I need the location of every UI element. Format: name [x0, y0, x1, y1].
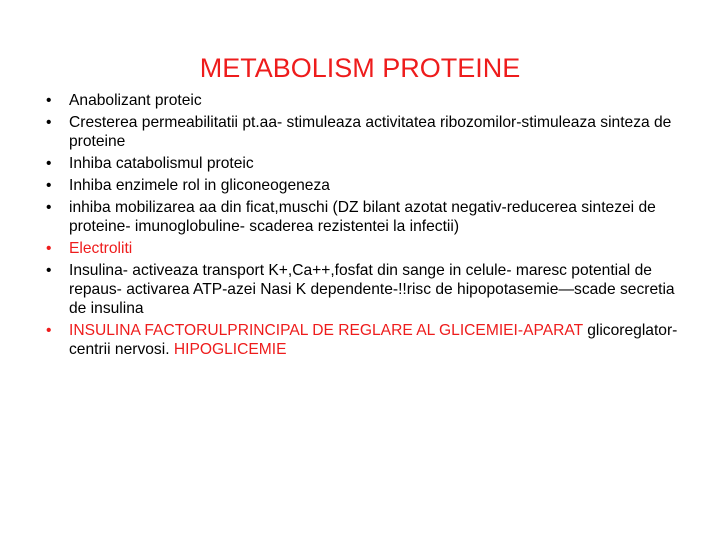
bullet-icon: •	[46, 240, 52, 257]
bullet-icon: •	[46, 322, 52, 339]
list-item-text-red-lead: INSULINA FACTORULPRINCIPAL DE REGLARE AL GLICEMIEI-APARAT	[69, 322, 583, 339]
list-item-text: Anabolizant proteic	[69, 92, 202, 109]
list-item-insulina	[46, 321, 696, 359]
list-item	[46, 113, 696, 151]
bullet-icon: •	[46, 262, 52, 279]
list-item	[46, 91, 696, 110]
list-item	[46, 261, 696, 318]
bullet-icon: •	[46, 155, 52, 172]
list-item-text: Insulina- activeaza transport K+,Ca++,fosfat din sange in celule- maresc potential de repaus- activarea ATP-azei Nasi K dependente-!!risc de hipopotasemie—scade secretia de insulina	[69, 262, 675, 317]
list-item	[46, 198, 696, 236]
list-item-text: Electroliti	[69, 240, 133, 257]
bullet-icon: •	[46, 177, 52, 194]
list-item-text: inhiba mobilizarea aa din ficat,muschi (DZ bilant azotat negativ-reducerea sintezei de proteine- imunoglobuline- scaderea rezistentei la infectii)	[69, 199, 656, 235]
bullet-icon: •	[46, 114, 52, 131]
list-item-text: Cresterea permeabilitatii pt.aa- stimuleaza activitatea ribozomilor-stimuleaza sinteza de proteine	[69, 114, 672, 150]
list-item	[46, 154, 696, 173]
list-item-electroliti	[46, 239, 696, 258]
list-item-text-red-tail: HIPOGLICEMIE	[173, 341, 287, 358]
list-item-text: Inhiba catabolismul proteic	[69, 155, 254, 172]
list-item-text: glicoreglator-centrii nervosi.	[69, 322, 678, 358]
bullet-icon: •	[46, 92, 52, 109]
list-item-text: Inhiba enzimele rol in gliconeogeneza	[69, 177, 330, 194]
slide-title: METABOLISM PROTEINE	[199, 53, 521, 83]
list-item	[46, 176, 696, 195]
bullet-icon: •	[46, 199, 52, 216]
bullet-list	[46, 91, 696, 362]
